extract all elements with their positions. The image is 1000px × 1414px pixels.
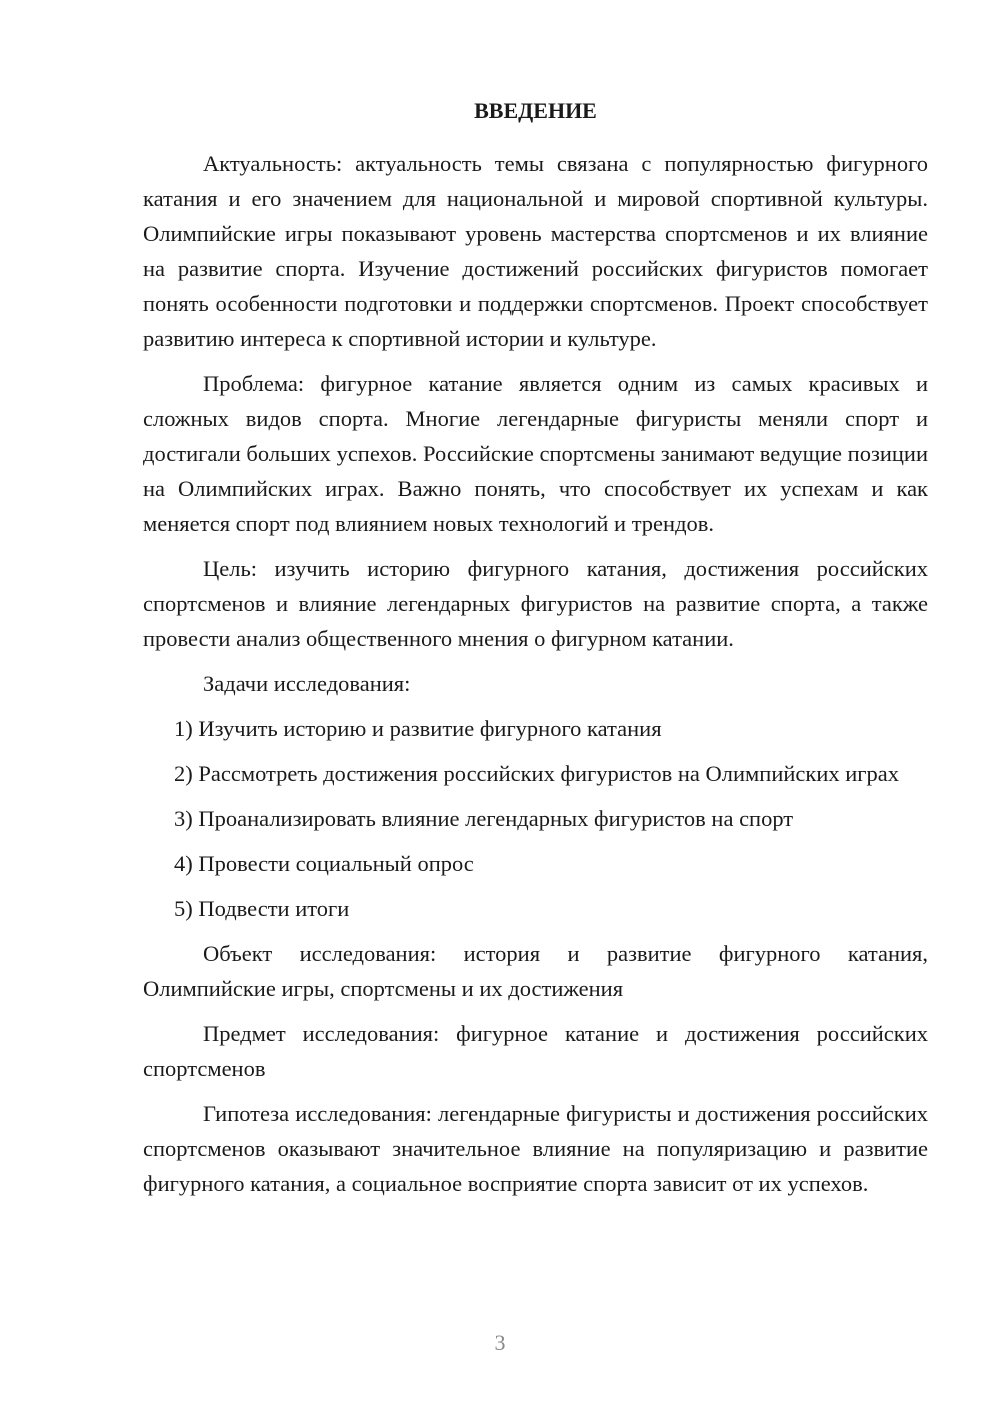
task-item: 2) Рассмотреть достижения российских фигуристов на Олимпийских играх xyxy=(174,761,899,786)
tasks-heading: Задачи исследования: xyxy=(203,671,411,696)
task-item: 3) Проанализировать влияние легендарных фигуристов на спорт xyxy=(174,806,794,831)
object-paragraph: Объект исследования: история и развитие фигурного катания, Олимпийские игры, спортсмены и их достижения xyxy=(143,941,928,1001)
task-item: 5) Подвести итоги xyxy=(174,896,350,921)
hypothesis-paragraph: Гипотеза исследования: легендарные фигуристы и достижения российских спортсменов оказывают значительное влияние на популяризацию и развитие фигурного катания, а социальное восприятие спорта зависит от их успехов. xyxy=(143,1101,928,1196)
goal-paragraph: Цель: изучить историю фигурного катания, достижения российских спортсменов и влияние легендарных фигуристов на развитие спорта, а также провести анализ общественного мнения о фигурном катании. xyxy=(143,556,928,651)
problem-paragraph: Проблема: фигурное катание является одним из самых красивых и сложных видов спорта. Многие легендарные фигуристы меняли спорт и достигали больших успехов. Российские спортсмены занимают ведущие позиции на Олимпийских играх. Важно понять, что способствует их успехам и как меняется спорт под влиянием новых технологий и трендов. xyxy=(143,371,928,536)
subject-paragraph: Предмет исследования: фигурное катание и достижения российских спортсменов xyxy=(143,1021,928,1081)
relevance-paragraph: Актуальность: актуальность темы связана с популярностью фигурного катания и его значением для национальной и мировой спортивной культуры. Олимпийские игры показывают уровень мастерства спортсменов и их влияние на развитие спорта. Изучение достижений российских фигуристов помогает понять особенности подготовки и поддержки спортсменов. Проект способствует развитию интереса к спортивной истории и культуре. xyxy=(143,151,928,351)
page-title: ВВЕДЕНИЕ xyxy=(474,98,597,123)
page-number: 3 xyxy=(494,1330,506,1355)
page-content xyxy=(143,93,928,1201)
task-item: 1) Изучить историю и развитие фигурного катания xyxy=(174,716,662,741)
task-item: 4) Провести социальный опрос xyxy=(174,851,474,876)
